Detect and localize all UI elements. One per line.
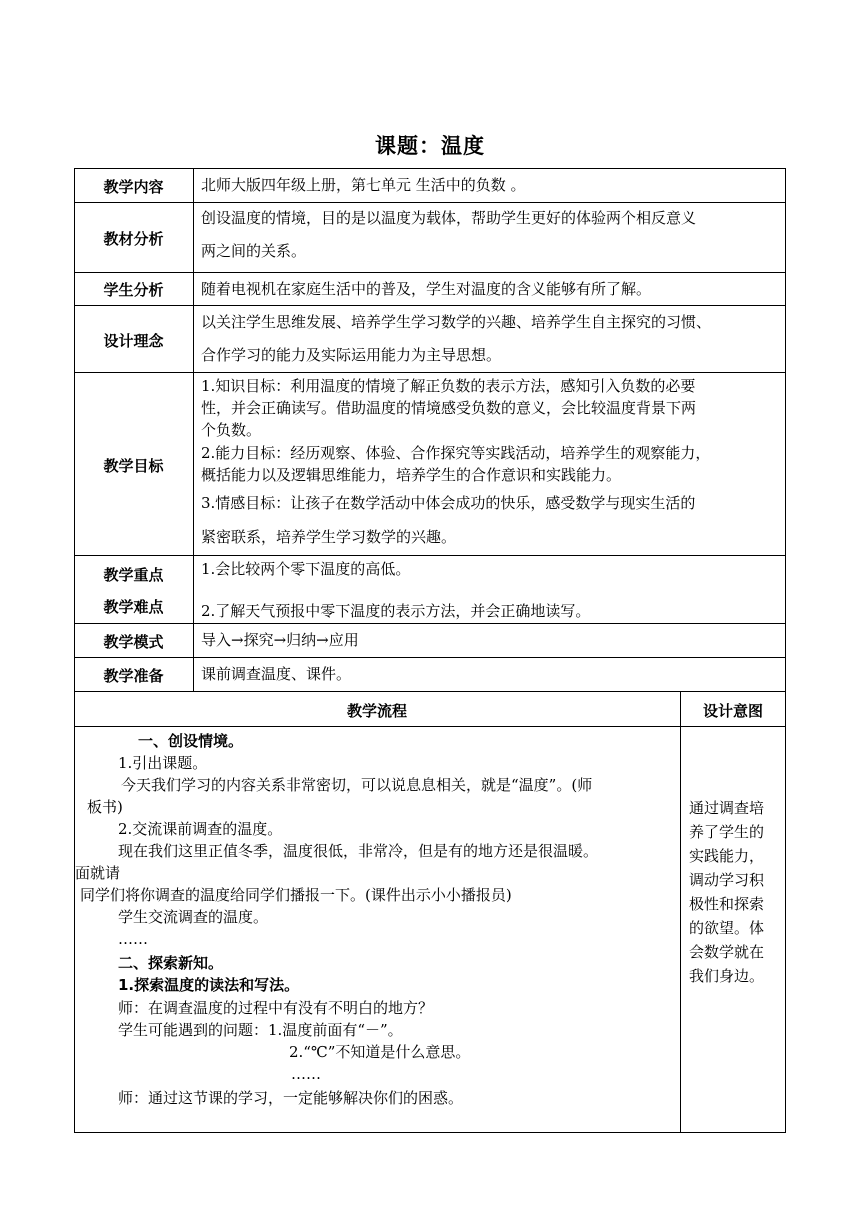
column-divider — [680, 691, 681, 1133]
flow-line: 学生交流调查的温度。 — [118, 908, 269, 926]
page-title: 课题：温度 — [375, 134, 485, 158]
intent-line: 会数学就在 — [689, 943, 765, 961]
concept-line: 以关注学生思维发展、培养学生学习数学的兴趣、培养学生自主探究的习惯、 — [201, 313, 712, 331]
prep-text: 课前调查温度、课件。 — [201, 665, 352, 683]
row-divider — [74, 555, 786, 556]
label-material: 教材分析 — [103, 230, 164, 248]
label-goals: 教学目标 — [103, 457, 164, 475]
flow-line: 今天我们学习的内容关系非常密切，可以说息息相关，就是“温度”。(师 — [121, 776, 593, 794]
flow-line: 板书) — [87, 798, 123, 816]
goals-line: 性，并会正确读写。借助温度的情境感受负数的意义，会比较温度背景下两 — [201, 399, 697, 417]
intent-line: 极性和探索 — [689, 895, 765, 913]
difficult-point-text: 2.了解天气预报中零下温度的表示方法，并会正确地读写。 — [201, 602, 591, 620]
concept-line: 合作学习的能力及实际运用能力为主导思想。 — [201, 346, 502, 364]
section-heading: 二、探索新知。 — [118, 954, 224, 972]
label-mode: 教学模式 — [103, 633, 164, 651]
label-concept: 设计理念 — [103, 332, 164, 350]
flow-line: 1.引出课题。 — [118, 754, 208, 772]
flow-line: 面就请 — [75, 864, 121, 882]
flow-header: 教学流程 — [346, 702, 407, 720]
label-students: 学生分析 — [103, 281, 164, 299]
mode-text: 导入→探究→归纳→应用 — [201, 631, 359, 649]
row-divider — [74, 202, 786, 203]
flow-line: 学生可能遇到的问题：1.温度前面有“－”。 — [118, 1021, 403, 1039]
label-difficult-points: 教学难点 — [103, 598, 164, 616]
label-key-points: 教学重点 — [103, 566, 164, 584]
flow-line: 同学们将你调查的温度给同学们播报一下。(课件出示小小播报员) — [80, 886, 512, 904]
students-text: 随着电视机在家庭生活中的普及，学生对温度的含义能够有所了解。 — [201, 280, 652, 298]
key-point-text: 1.会比较两个零下温度的高低。 — [201, 560, 411, 578]
content-text: 北师大版四年级上册，第七单元 生活中的负数 。 — [201, 176, 526, 194]
row-divider — [74, 372, 786, 373]
flow-line: 2.“℃”不知道是什么意思。 — [289, 1043, 471, 1061]
intent-line: 实践能力， — [689, 847, 765, 865]
flow-line: 师：在调查温度的过程中有没有不明白的地方？ — [118, 999, 434, 1017]
goals-line: 2.能力目标：经历观察、体验、合作探究等实践活动，培养学生的观察能力， — [201, 444, 711, 462]
label-content: 教学内容 — [103, 178, 164, 196]
intent-line: 调动学习积 — [689, 871, 765, 889]
flow-line: 2.交流课前调查的温度。 — [118, 820, 283, 838]
row-divider — [74, 272, 786, 273]
intent-line: 我们身边。 — [689, 967, 765, 985]
section-heading: 1.探索温度的读法和写法。 — [118, 976, 300, 994]
flow-line: 师：通过这节课的学习，一定能够解决你们的困惑。 — [118, 1089, 464, 1107]
intent-text — [689, 796, 764, 988]
goals-line: 3.情感目标：让孩子在数学活动中体会成功的快乐，感受数学与现实生活的 — [201, 494, 696, 512]
intent-header: 设计意图 — [702, 702, 763, 720]
intent-line: 通过调查培 — [689, 799, 765, 817]
material-line: 两之间的关系。 — [201, 242, 307, 260]
flow-line: …… — [291, 1065, 321, 1083]
flow-line: …… — [118, 930, 148, 948]
goals-line: 紧密联系，培养学生学习数学的兴趣。 — [201, 528, 457, 546]
row-divider — [74, 657, 786, 658]
column-divider — [193, 168, 194, 691]
section-heading: 一、创设情境。 — [138, 732, 244, 750]
flow-line: 现在我们这里正值冬季，温度很低，非常冷，但是有的地方还是很温暖。 — [118, 842, 599, 860]
label-prep: 教学准备 — [103, 667, 164, 685]
intent-line: 的欲望。体 — [689, 919, 765, 937]
goals-line: 个负数。 — [201, 421, 262, 439]
row-divider — [74, 305, 786, 306]
row-divider — [74, 623, 786, 624]
material-line: 创设温度的情境，目的是以温度为载体，帮助学生更好的体验两个相反意义 — [201, 209, 697, 227]
intent-line: 养了学生的 — [689, 823, 765, 841]
goals-line: 概括能力以及逻辑思维能力，培养学生的合作意识和实践能力。 — [201, 466, 622, 484]
goals-line: 1.知识目标：利用温度的情境了解正负数的表示方法，感知引入负数的必要 — [201, 377, 696, 395]
